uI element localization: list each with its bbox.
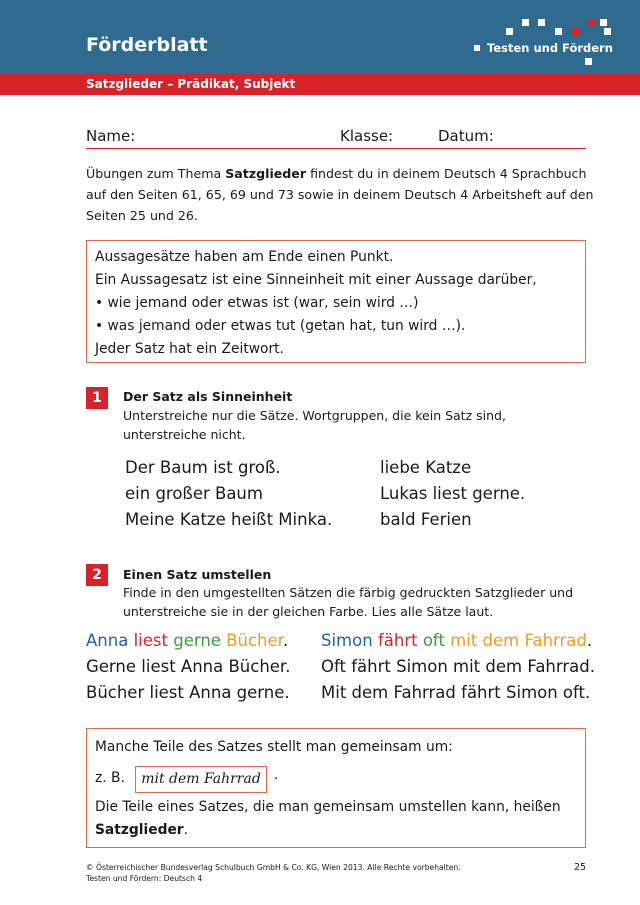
rule-line: Aussagesätze haben am Ende einen Punkt. xyxy=(95,249,394,265)
colored-sentence: Simon fährt oft mit dem Fahrrad. xyxy=(321,631,593,650)
copyright-text: © Österreichischer Bundesverlag Schulbuch GmbH & Co. KG, Wien 2013. Alle Rechte vorbehalten. xyxy=(86,863,461,872)
rule-line: • was jemand oder etwas tut (getan hat, tun wird …). xyxy=(95,318,466,334)
page-number: 25 xyxy=(574,862,587,873)
summary-line: Satzglieder. xyxy=(95,822,188,838)
brand-name: Testen und Fördern xyxy=(487,41,613,55)
summary-line: Die Teile eines Satzes, die man gemeinsam umstellen kann, heißen xyxy=(95,799,561,815)
exercise-2-number: 2 xyxy=(86,564,108,586)
name-label: Name: xyxy=(86,127,136,145)
verb-word[interactable]: liest xyxy=(133,631,168,650)
name-class-date-line xyxy=(86,126,586,149)
page-title: Förderblatt xyxy=(86,34,208,56)
exercise-1-instruction: Unterstreiche nur die Sätze. Wortgruppen, die kein Satz sind, unterstreiche nicht. xyxy=(123,408,506,442)
exercise-1-number: 1 xyxy=(86,387,108,409)
object-word[interactable]: Bücher xyxy=(226,631,283,650)
adverb-word[interactable]: oft xyxy=(422,631,445,650)
sentence-item[interactable]: Gerne liest Anna Bücher. xyxy=(86,657,291,676)
handwritten-answer-field[interactable]: mit dem Fahrrad xyxy=(135,766,267,793)
sentence-item[interactable]: ein großer Baum xyxy=(125,484,263,503)
sentence-item[interactable]: Bücher liest Anna gerne. xyxy=(86,683,290,702)
exercise-2-title: Einen Satz umstellen xyxy=(123,567,272,582)
subject-word[interactable]: Simon xyxy=(321,631,373,650)
bold-term: Satzglieder xyxy=(95,822,184,838)
exercise-2-instruction: Finde in den umgestellten Sätzen die färbig gedruckten Satzglieder und unterstreiche sie in der gleichen Farbe. Lies alle Sätze laut. xyxy=(123,585,574,619)
intro-paragraph: Übungen zum Thema Satzglieder findest du in deinem Deutsch 4 Sprachbuch auf den Seiten 61, 65, 69 und 73 sowie in deinem Deutsch 4 Arbeitsheft auf den Seiten 25 und 26. xyxy=(86,166,594,223)
sentence-item[interactable]: Mit dem Fahrrad fährt Simon oft. xyxy=(321,683,591,702)
object-word[interactable]: mit dem Fahrrad xyxy=(450,631,587,650)
colored-sentence: Anna liest gerne Bücher. xyxy=(86,631,289,650)
date-label: Datum: xyxy=(438,127,494,145)
exercise-2-right-column xyxy=(321,628,595,706)
summary-line: Manche Teile des Satzes stellt man gemeinsam um: xyxy=(95,739,453,755)
sentence-item[interactable]: Meine Katze heißt Minka. xyxy=(125,510,333,529)
exercise-1-title: Der Satz als Sinneinheit xyxy=(123,389,293,404)
sentence-item[interactable]: liebe Katze xyxy=(380,458,472,477)
example-label: z. B. xyxy=(95,770,125,786)
adverb-word[interactable]: gerne xyxy=(173,631,221,650)
page-subtitle: Satzglieder – Prädikat, Subjekt xyxy=(86,77,296,91)
exercise-1-left-column xyxy=(125,455,332,533)
sentence-item[interactable]: Der Baum ist groß. xyxy=(125,458,281,477)
brand-bullet xyxy=(474,45,480,51)
subject-word[interactable]: Anna xyxy=(86,631,129,650)
answer-period: . xyxy=(274,767,279,783)
class-label: Klasse: xyxy=(340,127,394,145)
sentence-item[interactable]: Oft fährt Simon mit dem Fahrrad. xyxy=(321,657,595,676)
summary-box xyxy=(86,728,586,848)
rule-line: • wie jemand oder etwas ist (war, sein wird …) xyxy=(95,295,419,311)
rule-line: Jeder Satz hat ein Zeitwort. xyxy=(95,341,284,357)
exercise-2-left-column xyxy=(86,628,290,706)
sentence-item[interactable]: bald Ferien xyxy=(380,510,472,529)
book-title: Testen und Fördern: Deutsch 4 xyxy=(86,874,203,883)
intro-bold-term: Satzglieder xyxy=(225,166,307,181)
rule-box xyxy=(86,240,586,363)
footer xyxy=(86,862,461,884)
sentence-item[interactable]: Lukas liest gerne. xyxy=(380,484,526,503)
rule-line: Ein Aussagesatz ist eine Sinneinheit mit einer Aussage darüber, xyxy=(95,272,537,288)
verb-word[interactable]: fährt xyxy=(377,631,418,650)
exercise-1-right-column xyxy=(380,455,525,533)
